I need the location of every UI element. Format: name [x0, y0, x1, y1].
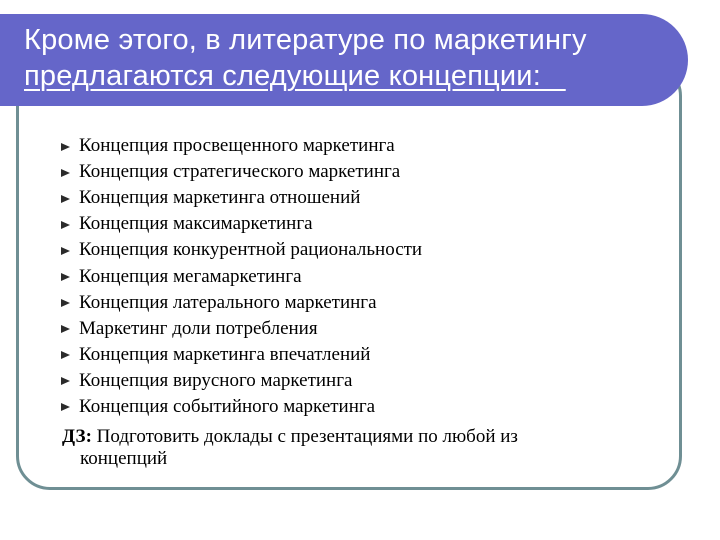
bullet-arrow-icon: [62, 273, 69, 280]
title-line-2: предлагаются следующие концепции:: [24, 60, 566, 92]
list-item-text: Концепция мегамаркетинга: [79, 265, 302, 287]
bullet-arrow-icon: [62, 195, 69, 202]
bullet-arrow-icon: [62, 403, 69, 410]
list-item-text: Концепция конкурентной рациональности: [79, 239, 423, 261]
homework-text-continued: концепций: [80, 448, 168, 469]
bullet-arrow-icon: [62, 377, 69, 384]
list-item-text: Концепция максимаркетинга: [79, 213, 313, 235]
list-item-text: Концепция стратегического маркетинга: [79, 161, 401, 183]
bullet-arrow-icon: [62, 143, 69, 150]
list-item-text: Концепция маркетинга отношений: [79, 187, 361, 209]
list-item: [62, 185, 662, 211]
homework-text: Подготовить доклады с презентациями по любой из: [91, 426, 518, 447]
list-item: [62, 342, 662, 368]
list-item: [62, 159, 662, 185]
list-item-text: Концепция просвещенного маркетинга: [79, 135, 395, 157]
list-item: [62, 237, 662, 263]
bullet-arrow-icon: [62, 351, 69, 358]
title-line-1: Кроме этого, в литературе по маркетингу: [24, 24, 587, 56]
list-item-text: Маркетинг доли потребления: [79, 317, 318, 339]
list-item-text: Концепция событийного маркетинга: [79, 395, 376, 417]
list-item-text: Концепция маркетинга впечатлений: [79, 343, 371, 365]
bullet-arrow-icon: [62, 169, 69, 176]
list-item: [62, 290, 662, 316]
homework-label: ДЗ:: [62, 426, 92, 447]
list-item: [62, 368, 662, 394]
slide-title: [24, 22, 664, 94]
bullet-list-container: [62, 133, 662, 420]
list-item: [62, 316, 662, 342]
list-item: [62, 394, 662, 420]
list-item: [62, 211, 662, 237]
bullet-arrow-icon: [62, 247, 69, 254]
bullet-arrow-icon: [62, 299, 69, 306]
homework-note: [62, 426, 662, 470]
list-item: [62, 133, 662, 159]
bullet-arrow-icon: [62, 221, 69, 228]
bullet-arrow-icon: [62, 325, 69, 332]
list-item-text: Концепция вирусного маркетинга: [79, 369, 353, 391]
bullet-list: [62, 133, 662, 420]
list-item: [62, 263, 662, 289]
list-item-text: Концепция латерального маркетинга: [79, 291, 377, 313]
